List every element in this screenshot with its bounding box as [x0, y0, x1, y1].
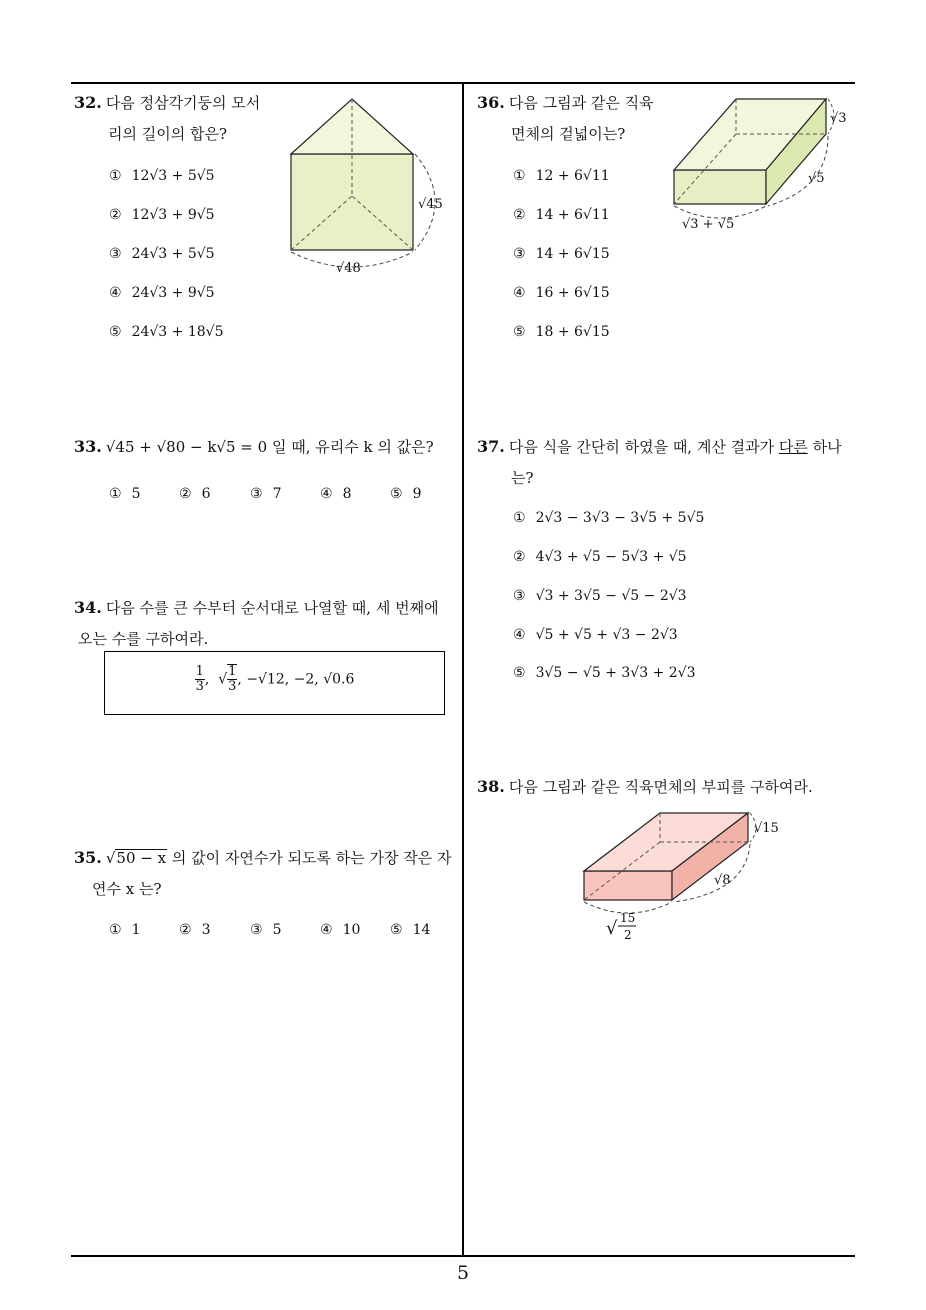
q32-height-label: √45	[418, 197, 443, 212]
q32-base-label: √48	[336, 261, 361, 276]
q38-cuboid-figure	[578, 806, 793, 948]
q38-base-num: 15	[620, 911, 636, 925]
q38-stem	[477, 771, 813, 803]
q32-prism-figure	[280, 92, 455, 282]
q35-line2: 연수 x 는?	[92, 880, 162, 898]
q33-choice-2[interactable]: ② 6	[179, 486, 211, 502]
q36-cuboid-figure	[668, 92, 858, 242]
q32-line1: 다음 정삼각기둥의 모서	[105, 94, 261, 112]
q37-choice-3[interactable]: ③ √3 + 3√5 − √5 − 2√3	[513, 588, 687, 604]
q32-choice-5[interactable]: ⑤ 24√3 + 18√5	[109, 324, 224, 340]
q35-choice-1[interactable]: ① 1	[109, 922, 141, 938]
q38-cuboid-front	[584, 871, 672, 900]
q36-label-side: √5	[808, 171, 825, 186]
q34-number-box: $\frac{1}{3}$ , √ $\frac{1}{3}$ , −√12, −2, √0.6	[104, 651, 445, 715]
q38-number: 38.	[477, 777, 505, 796]
q35-line1: 의 값이 자연수가 되도록 하는 가장 작은 자	[167, 849, 452, 867]
q34-fraction: $\frac{1}{3}$	[195, 663, 204, 694]
footer-rule	[71, 1255, 855, 1257]
q32-number: 32.	[74, 93, 102, 112]
q36-choice-2[interactable]: ② 14 + 6√11	[513, 207, 610, 223]
q34-line1: 다음 수를 큰 수부터 순서대로 나열할 때, 세 번째에	[105, 599, 439, 617]
q36-label-base: √3 + √5	[682, 217, 735, 232]
q34-number: 34.	[74, 598, 102, 617]
q37-number: 37.	[477, 437, 505, 456]
q33-expression: √45 + √80 − k√5 = 0	[105, 438, 268, 456]
q33-choice-3[interactable]: ③ 7	[250, 486, 282, 502]
q35-expression: 50 − x	[116, 849, 167, 867]
q37-line1-b: 하나	[807, 438, 842, 456]
q32-choice-4[interactable]: ④ 24√3 + 9√5	[109, 285, 215, 301]
q36-choice-5[interactable]: ⑤ 18 + 6√15	[513, 324, 610, 340]
q37-choice-5[interactable]: ⑤ 3√5 − √5 + 3√3 + 2√3	[513, 665, 696, 681]
q37-line1-a: 다음 식을 간단히 하였을 때, 계산 결과가	[508, 438, 779, 456]
q38-base-sqrt: √	[606, 918, 618, 939]
q32-choice-2[interactable]: ② 12√3 + 9√5	[109, 207, 215, 223]
column-divider	[462, 82, 464, 1256]
q34-stem	[74, 592, 439, 655]
q34-line2: 오는 수를 구하여라.	[78, 630, 209, 648]
q32-prism-front	[291, 154, 413, 250]
q35-choice-5[interactable]: ⑤ 14	[390, 922, 431, 938]
q36-label-top: √3	[830, 111, 847, 126]
q32-choice-1[interactable]: ① 12√3 + 5√5	[109, 168, 215, 184]
q33-choice-5[interactable]: ⑤ 9	[390, 486, 422, 502]
q36-line1: 다음 그림과 같은 직육	[508, 94, 654, 112]
q34-rest: , −√12, −2, √0.6	[237, 671, 355, 688]
q33-choice-4[interactable]: ④ 8	[320, 486, 352, 502]
q38-text: 다음 그림과 같은 직육면체의 부피를 구하여라.	[508, 778, 813, 796]
q38-label-side: √8	[714, 873, 731, 888]
q35-choice-3[interactable]: ③ 5	[250, 922, 282, 938]
q37-choice-4[interactable]: ④ √5 + √5 + √3 − 2√3	[513, 627, 678, 643]
q37-line1-underlined: 다른	[778, 438, 808, 456]
q32-choice-3[interactable]: ③ 24√3 + 5√5	[109, 246, 215, 262]
q32-line2: 리의 길이의 합은?	[108, 125, 228, 143]
q36-cuboid-front	[674, 170, 766, 204]
q36-choice-1[interactable]: ① 12 + 6√11	[513, 168, 610, 184]
q37-stem	[477, 431, 842, 494]
q35-number: 35.	[74, 848, 102, 867]
q37-line2: 는?	[511, 469, 534, 487]
q35-stem: 35. √50 − x 의 값이 자연수가 되도록 하는 가장 작은 자 연수 x 는?	[74, 848, 452, 898]
q35-choice-2[interactable]: ② 3	[179, 922, 211, 938]
q33-number: 33.	[74, 437, 102, 456]
q33-stem	[74, 431, 434, 463]
q36-line2: 면체의 겉넓이는?	[511, 125, 626, 143]
q34-sqrt-fraction: √ $\frac{1}{3}$	[218, 664, 237, 695]
q33-text: 일 때, 유리수 k 의 값은?	[267, 438, 434, 456]
q32-stem	[74, 87, 260, 150]
q36-number: 36.	[477, 93, 505, 112]
page-number: 5	[456, 1262, 470, 1284]
q36-choice-3[interactable]: ③ 14 + 6√15	[513, 246, 610, 262]
q36-stem	[477, 87, 654, 150]
q36-choice-4[interactable]: ④ 16 + 6√15	[513, 285, 610, 301]
q38-base-den: 2	[624, 928, 632, 942]
q37-choice-1[interactable]: ① 2√3 − 3√3 − 3√5 + 5√5	[513, 510, 705, 526]
q35-choice-4[interactable]: ④ 10	[320, 922, 361, 938]
q33-choice-1[interactable]: ① 5	[109, 486, 141, 502]
q37-choice-2[interactable]: ② 4√3 + √5 − 5√3 + √5	[513, 549, 687, 565]
q38-label-top: √15	[754, 821, 779, 836]
